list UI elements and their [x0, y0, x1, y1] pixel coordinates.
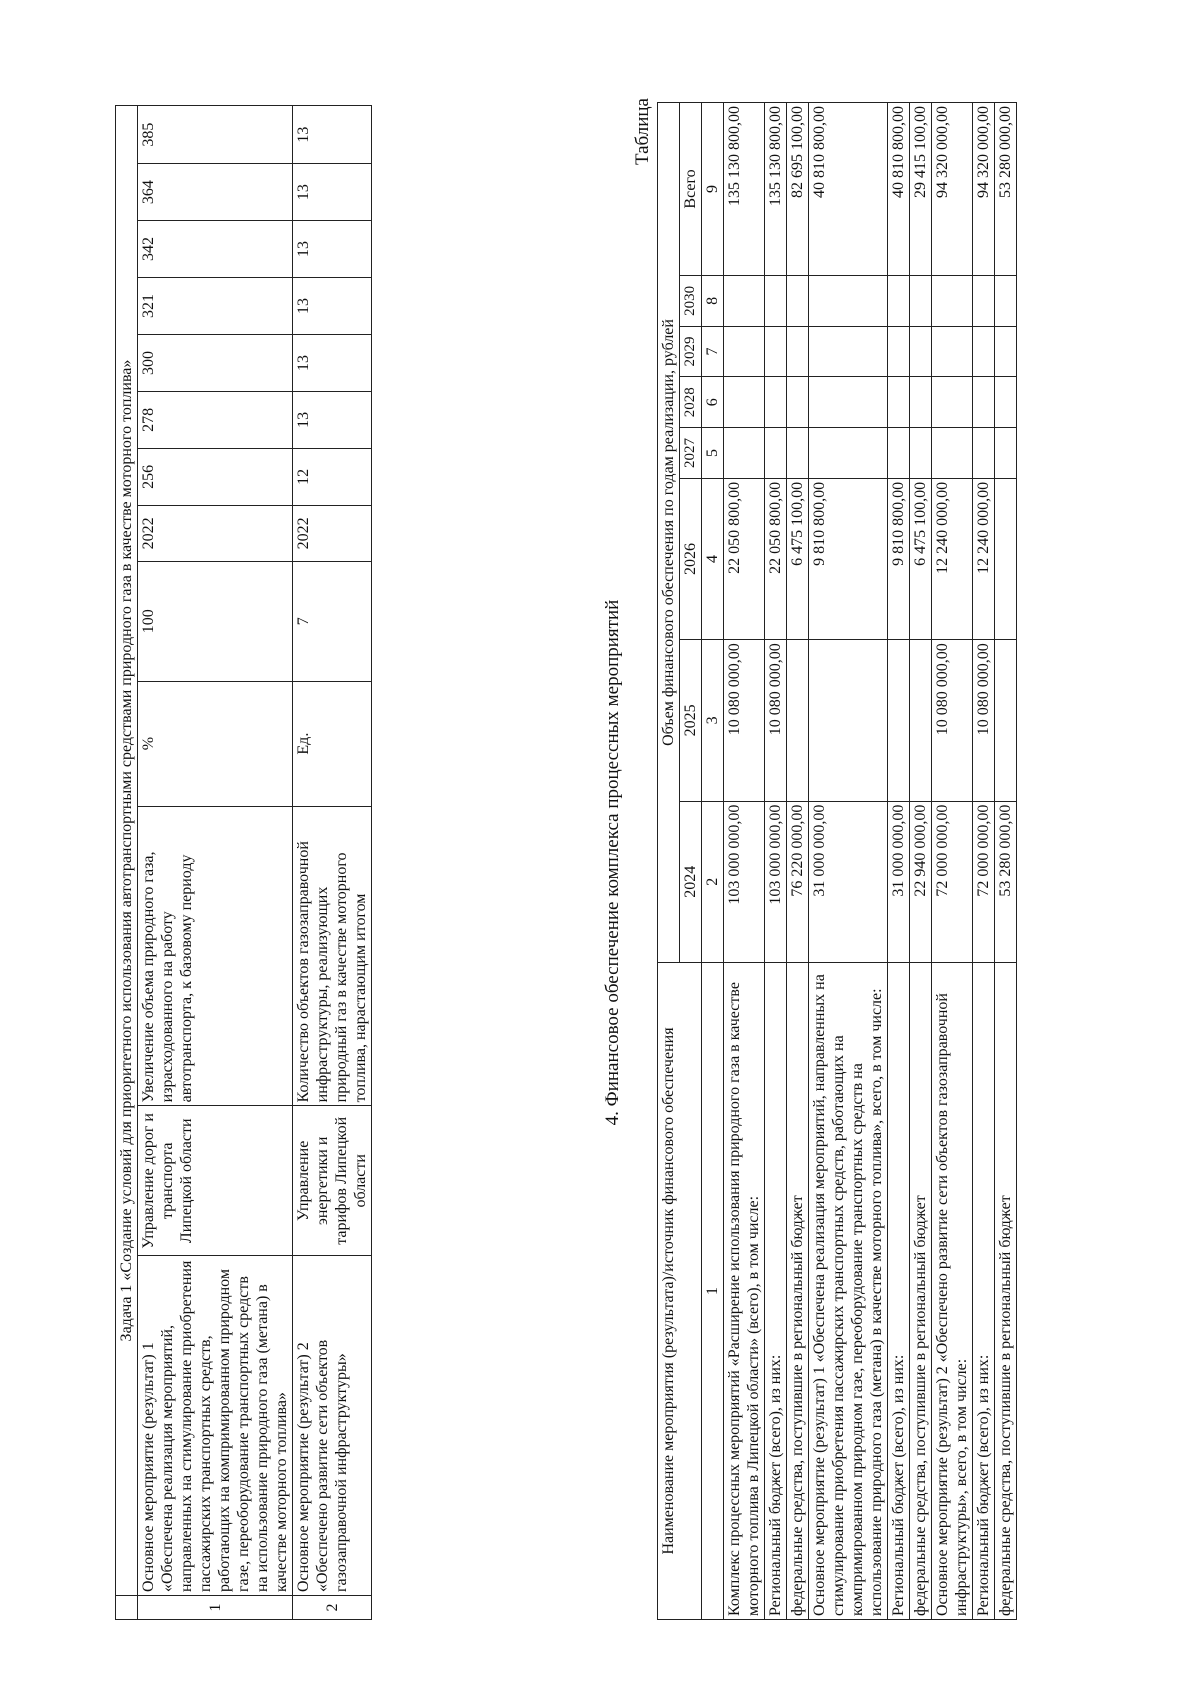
indicator-name: Увеличение объема природного газа, израсходованного на работу автотранспорта, к базовому периоду [138, 806, 293, 1106]
financing-item-name: федеральные средства, поступившие в региональный бюджет [910, 962, 932, 1619]
amount-2028 [973, 377, 995, 428]
financing-row [724, 103, 765, 1620]
column-number: 1 [702, 962, 724, 1619]
amount-2027 [932, 428, 973, 479]
amount-total: 135 130 800,00 [724, 103, 765, 276]
amount-total: 53 280 000,00 [995, 103, 1017, 276]
amount-2025 [995, 640, 1017, 801]
amount-2029 [932, 326, 973, 377]
value-cell: 13 [293, 221, 372, 278]
indicator-row [138, 106, 293, 1620]
amount-2024: 76 220 000,00 [787, 801, 809, 962]
financing-row [888, 103, 910, 1620]
header-year: 2024 [680, 801, 702, 962]
amount-2029 [809, 326, 888, 377]
amount-2028 [995, 377, 1017, 428]
amount-total: 40 810 800,00 [809, 103, 888, 276]
value-cell: 364 [138, 164, 293, 221]
amount-2028 [932, 377, 973, 428]
header-year: 2025 [680, 640, 702, 801]
value-cell: 13 [293, 391, 372, 448]
financing-row [973, 103, 995, 1620]
amount-2026: 12 240 000,00 [932, 478, 973, 639]
amount-2025: 10 080 000,00 [765, 640, 787, 801]
value-cell: 278 [138, 391, 293, 448]
amount-total: 82 695 100,00 [787, 103, 809, 276]
header-volume-group: Объем финансового обеспечения по годам реализации, рублей [658, 103, 680, 963]
amount-2024: 22 940 000,00 [910, 801, 932, 962]
amount-2029 [724, 326, 765, 377]
amount-2024: 53 280 000,00 [995, 801, 1017, 962]
amount-2025: 10 080 000,00 [724, 640, 765, 801]
header-year: 2029 [680, 326, 702, 377]
amount-2026: 22 050 800,00 [724, 478, 765, 639]
header-year: 2027 [680, 428, 702, 479]
section-title: 4. Финансовое обеспечение комплекса процессных мероприятий [602, 599, 623, 1126]
amount-2024: 31 000 000,00 [888, 801, 910, 962]
amount-2024: 72 000 000,00 [973, 801, 995, 962]
amount-2027 [787, 428, 809, 479]
unit: Ед. [293, 681, 372, 806]
amount-2027 [888, 428, 910, 479]
amount-2026: 9 810 800,00 [888, 478, 910, 639]
amount-2028 [765, 377, 787, 428]
amount-2027 [910, 428, 932, 479]
financing-row [765, 103, 787, 1620]
amount-2025 [910, 640, 932, 801]
task-title: Задача 1 «Создание условий для приоритетного использования автотранспортными средствами природного газа в качестве моторного топлива» [116, 106, 138, 1596]
amount-2028 [787, 377, 809, 428]
value-cell: 256 [138, 448, 293, 505]
responsible-body: Управление дорог и транспорта Липецкой области [138, 1106, 293, 1256]
base-year: 2022 [293, 505, 372, 561]
column-number: 6 [702, 377, 724, 428]
amount-2024: 72 000 000,00 [932, 801, 973, 962]
amount-2026: 6 475 100,00 [787, 478, 809, 639]
amount-2025: 10 080 000,00 [932, 640, 973, 801]
amount-2026: 6 475 100,00 [910, 478, 932, 639]
financing-item-name: Основное мероприятие (результат) 1 «Обеспечена реализация мероприятий, направленных на стимулирование приобретения пассажирских транспортных средств, работающих на компримированном природном газе, переоборудование транспортных средств на использование природного газа (метана) в качестве моторного топлива», всего, в том числе: [809, 962, 888, 1619]
header-year: 2028 [680, 377, 702, 428]
amount-2027 [973, 428, 995, 479]
amount-total: 94 320 000,00 [932, 103, 973, 276]
amount-2029 [995, 326, 1017, 377]
financing-table [657, 102, 1017, 1620]
value-cell: 342 [138, 221, 293, 278]
amount-2030 [809, 275, 888, 326]
amount-total: 40 810 800,00 [888, 103, 910, 276]
row-number: 2 [293, 1596, 372, 1620]
amount-2028 [724, 377, 765, 428]
amount-2029 [765, 326, 787, 377]
amount-2030 [995, 275, 1017, 326]
amount-total: 94 320 000,00 [973, 103, 995, 276]
header-name-column: Наименование мероприятия (результата)/источник финансового обеспечения [658, 962, 702, 1619]
value-cell: 300 [138, 334, 293, 391]
financing-row [787, 103, 809, 1620]
amount-2025 [888, 640, 910, 801]
amount-2030 [932, 275, 973, 326]
amount-2028 [809, 377, 888, 428]
indicator-name: Количество объектов газозаправочной инфраструктуры, реализующих природный газ в качестве моторного топлива, нарастающим итогом [293, 806, 372, 1106]
amount-2026: 12 240 000,00 [973, 478, 995, 639]
header-year: 2030 [680, 275, 702, 326]
column-number: 8 [702, 275, 724, 326]
amount-2027 [724, 428, 765, 479]
amount-2029 [910, 326, 932, 377]
base-value: 100 [138, 561, 293, 681]
amount-2026 [995, 478, 1017, 639]
financing-item-name: Региональный бюджет (всего), из них: [888, 962, 910, 1619]
table-label: Таблица [632, 98, 653, 166]
indicators-table [115, 105, 372, 1620]
base-year: 2022 [138, 505, 293, 561]
amount-2029 [888, 326, 910, 377]
amount-2025 [809, 640, 888, 801]
unit: % [138, 681, 293, 806]
column-number: 5 [702, 428, 724, 479]
activity-name: Основное мероприятие (результат) 1 «Обеспечена реализация мероприятий, направленных на стимулирование приобретения пассажирских транспортных средств, работающих на компримированном природном газе, переоборудование транспортных средств на использование природного газа (метана) в качестве моторного топлива» [138, 1256, 293, 1596]
amount-2028 [910, 377, 932, 428]
indicator-row [293, 106, 372, 1620]
column-number: 9 [702, 103, 724, 276]
financing-item-name: федеральные средства, поступившие в региональный бюджет [787, 962, 809, 1619]
amount-2027 [809, 428, 888, 479]
value-cell: 13 [293, 278, 372, 335]
amount-2024: 103 000 000,00 [765, 801, 787, 962]
header-year: 2026 [680, 478, 702, 639]
amount-2024: 103 000 000,00 [724, 801, 765, 962]
amount-2030 [787, 275, 809, 326]
amount-2030 [973, 275, 995, 326]
base-value: 7 [293, 561, 372, 681]
amount-total: 29 415 100,00 [910, 103, 932, 276]
column-number: 4 [702, 478, 724, 639]
financing-item-name: Региональный бюджет (всего), из них: [765, 962, 787, 1619]
financing-row [932, 103, 973, 1620]
header-total: Всего [680, 103, 702, 276]
value-cell: 12 [293, 448, 372, 505]
financing-item-name: Основное мероприятие (результат) 2 «Обеспечено развитие сети объектов газозаправочной инфраструктуры», всего, в том числе: [932, 962, 973, 1619]
amount-2026: 9 810 800,00 [809, 478, 888, 639]
financing-row [809, 103, 888, 1620]
activity-name: Основное мероприятие (результат) 2 «Обеспечено развитие сети объектов газозаправочной инфраструктуры» [293, 1256, 372, 1596]
amount-2029 [973, 326, 995, 377]
financing-row [910, 103, 932, 1620]
rotated-landscape-content [100, 100, 1100, 1620]
financing-item-name: федеральные средства, поступившие в региональный бюджет [995, 962, 1017, 1619]
financing-row [995, 103, 1017, 1620]
column-number: 7 [702, 326, 724, 377]
amount-2028 [888, 377, 910, 428]
financing-item-name: Региональный бюджет (всего), из них: [973, 962, 995, 1619]
amount-2025 [787, 640, 809, 801]
financing-item-name: Комплекс процессных мероприятий «Расширение использования природного газа в качестве моторного топлива в Липецкой области» (всего), в том числе: [724, 962, 765, 1619]
amount-2030 [910, 275, 932, 326]
responsible-body: Управление энергетики и тарифов Липецкой области [293, 1106, 372, 1256]
amount-2029 [787, 326, 809, 377]
value-cell: 13 [293, 334, 372, 391]
value-cell: 13 [293, 106, 372, 164]
amount-2024: 31 000 000,00 [809, 801, 888, 962]
amount-2030 [888, 275, 910, 326]
column-number: 3 [702, 640, 724, 801]
amount-total: 135 130 800,00 [765, 103, 787, 276]
amount-2025: 10 080 000,00 [973, 640, 995, 801]
amount-2026: 22 050 800,00 [765, 478, 787, 639]
column-number: 2 [702, 801, 724, 962]
amount-2027 [995, 428, 1017, 479]
amount-2027 [765, 428, 787, 479]
amount-2030 [765, 275, 787, 326]
value-cell: 13 [293, 164, 372, 221]
row-number: 1 [138, 1596, 293, 1620]
value-cell: 385 [138, 106, 293, 164]
value-cell: 321 [138, 278, 293, 335]
amount-2030 [724, 275, 765, 326]
